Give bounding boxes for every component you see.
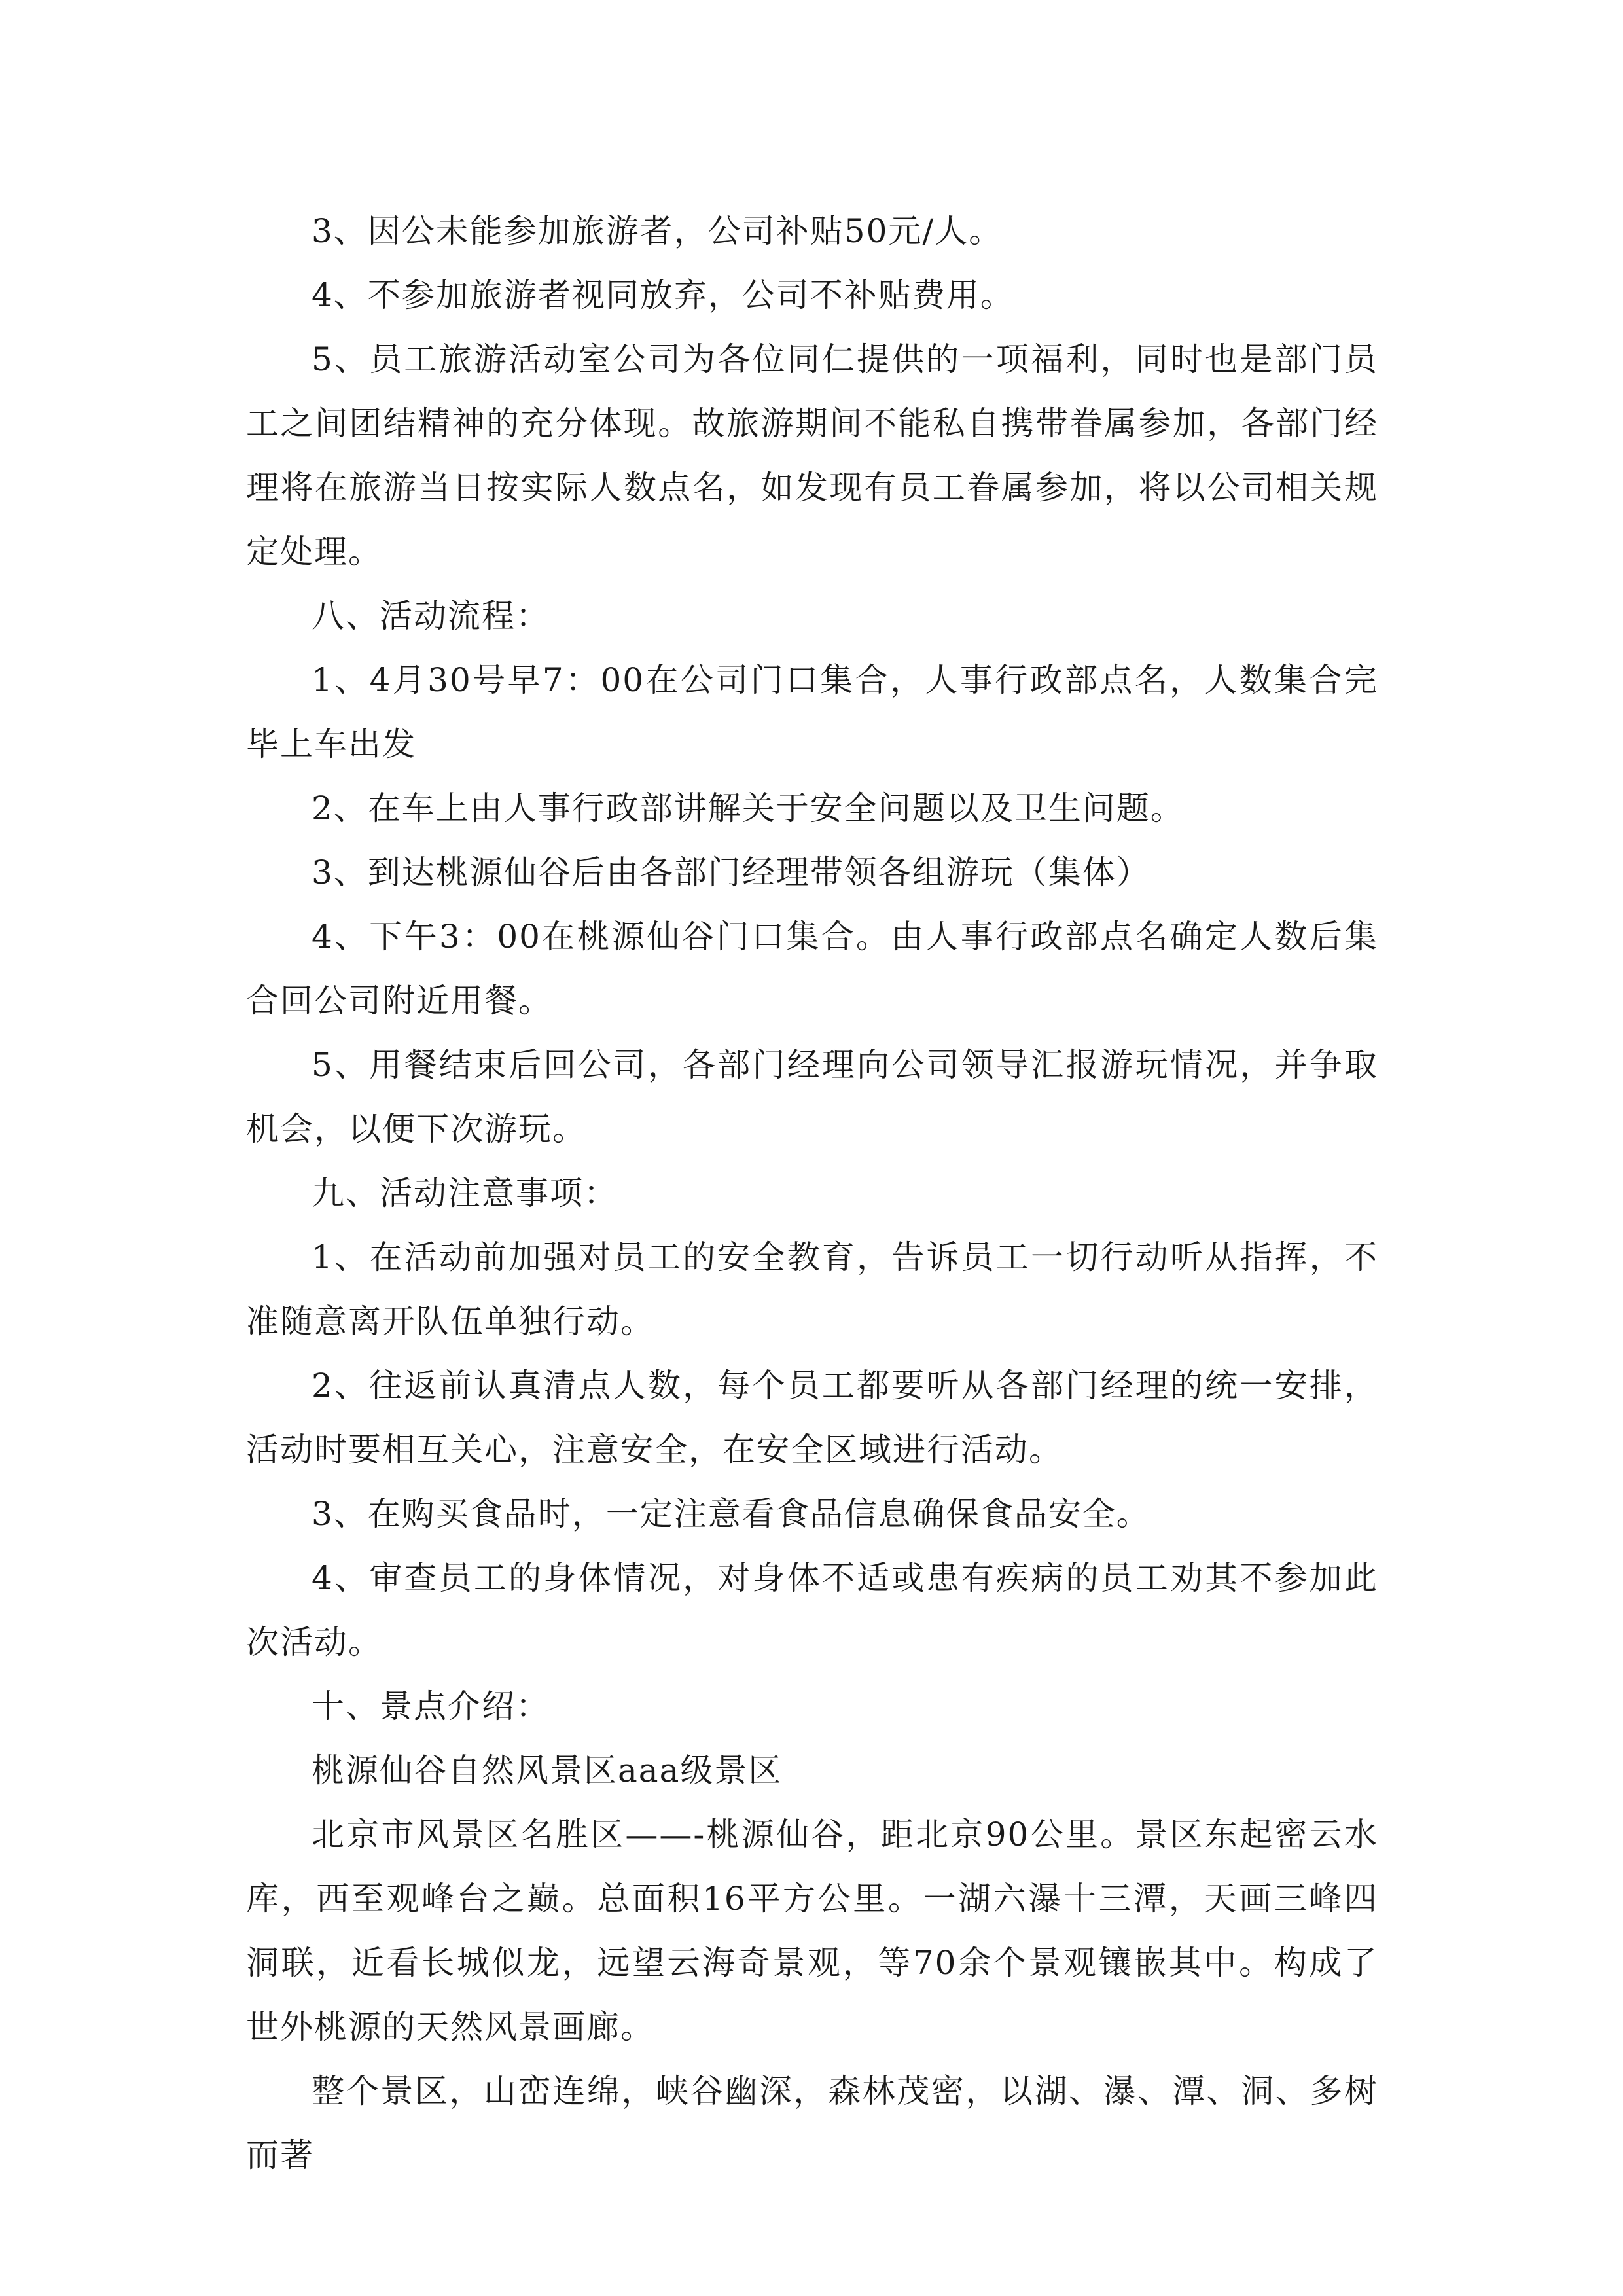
paragraph-no-subsidy: 4、不参加旅游者视同放弃，公司不补贴费用。 — [312, 276, 1014, 314]
document-body — [246, 199, 1378, 2187]
paragraph-process-4: 4、下午3：00在桃源仙谷门口集合。由人事行政部点名确定人数后集合回公司附近用餐。 — [246, 918, 1378, 1020]
paragraph-process-2: 2、在车上由人事行政部讲解关于安全问题以及卫生问题。 — [312, 789, 1185, 827]
scenic-area-title: 桃源仙谷自然风景区aaa级景区 — [312, 1751, 783, 1789]
paragraph-process-3: 3、到达桃源仙谷后由各部门经理带领各组游玩（集体） — [312, 853, 1150, 891]
section-heading-process: 八、活动流程： — [312, 597, 550, 635]
section-heading-scenic: 十、景点介绍： — [312, 1687, 550, 1725]
paragraph-notes-3: 3、在购买食品时，一定注意看食品信息确保食品安全。 — [312, 1495, 1150, 1533]
paragraph-welfare: 5、员工旅游活动室公司为各位同仁提供的一项福利，同时也是部门员工之间团结精神的充分体现。故旅游期间不能私自携带眷属参加，各部门经理将在旅游当日按实际人数点名，如发现有员工眷属参加，将以公司相关规定处理。 — [246, 340, 1378, 571]
paragraph-process-1: 1、4月30号早7：00在公司门口集合，人事行政部点名，人数集合完毕上车出发 — [246, 661, 1378, 763]
paragraph-scenic-description: 整个景区，山峦连绵，峡谷幽深，森林茂密，以湖、瀑、潭、洞、多树而著 — [246, 2072, 1378, 2174]
paragraph-notes-1: 1、在活动前加强对员工的安全教育，告诉员工一切行动听从指挥，不准随意离开队伍单独行动。 — [246, 1238, 1378, 1340]
paragraph-notes-2: 2、往返前认真清点人数，每个员工都要听从各部门经理的统一安排，活动时要相互关心，注意安全，在安全区域进行活动。 — [246, 1367, 1378, 1469]
paragraph-notes-4: 4、审查员工的身体情况，对身体不适或患有疾病的员工劝其不参加此次活动。 — [246, 1559, 1378, 1661]
paragraph-scenic-intro: 北京市风景区名胜区——-桃源仙谷，距北京90公里。景区东起密云水库，西至观峰台之巅。总面积16平方公里。一湖六瀑十三潭，天画三峰四洞联，近看长城似龙，远望云海奇景观，等70余个景观镶嵌其中。构成了世外桃源的天然风景画廊。 — [246, 1816, 1378, 2046]
paragraph-subsidy: 3、因公未能参加旅游者，公司补贴50元/人。 — [312, 212, 1003, 250]
paragraph-process-5: 5、用餐结束后回公司，各部门经理向公司领导汇报游玩情况，并争取机会，以便下次游玩。 — [246, 1046, 1378, 1148]
section-heading-notes: 九、活动注意事项： — [312, 1174, 618, 1212]
